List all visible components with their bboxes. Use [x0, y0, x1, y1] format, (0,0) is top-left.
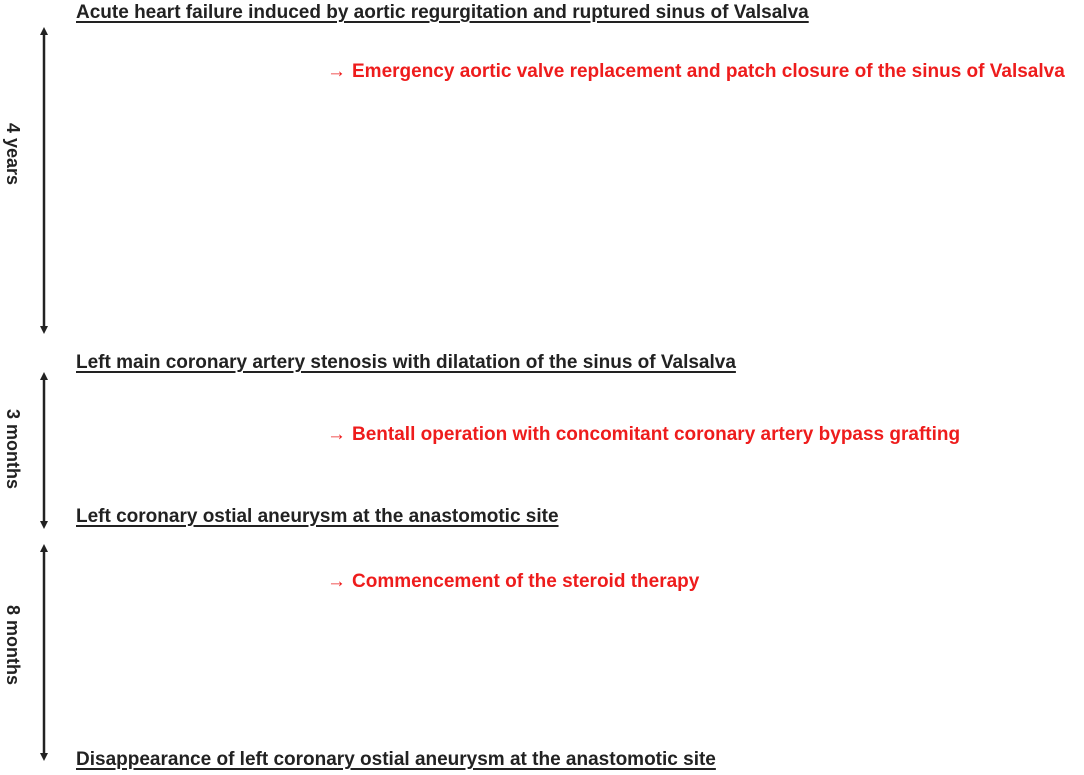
duration-label-3-months: 3 months [3, 408, 23, 490]
action-text: Commencement of the steroid therapy [352, 571, 700, 592]
right-arrow-icon: → [327, 571, 346, 592]
action-bentall-cabg [327, 425, 960, 444]
action-text: Emergency aortic valve replacement and patch closure of the sinus of Valsalva [352, 61, 1065, 82]
event-aneurysm-disappearance: Disappearance of left coronary ostial aneurysm at the anastomotic site [76, 749, 716, 770]
action-emergency-avr [327, 62, 1065, 81]
right-arrow-icon: → [327, 424, 346, 445]
action-steroid-therapy [327, 572, 699, 591]
event-acute-heart-failure: Acute heart failure induced by aortic regurgitation and ruptured sinus of Valsalva [76, 2, 809, 23]
event-left-main-stenosis: Left main coronary artery stenosis with dilatation of the sinus of Valsalva [76, 352, 736, 373]
right-arrow-icon: → [327, 61, 346, 82]
action-text: Bentall operation with concomitant coronary artery bypass grafting [352, 424, 961, 445]
duration-label-8-months: 8 months [3, 604, 23, 686]
duration-label-4-years: 4 years [3, 122, 23, 186]
event-ostial-aneurysm: Left coronary ostial aneurysm at the anastomotic site [76, 506, 559, 527]
